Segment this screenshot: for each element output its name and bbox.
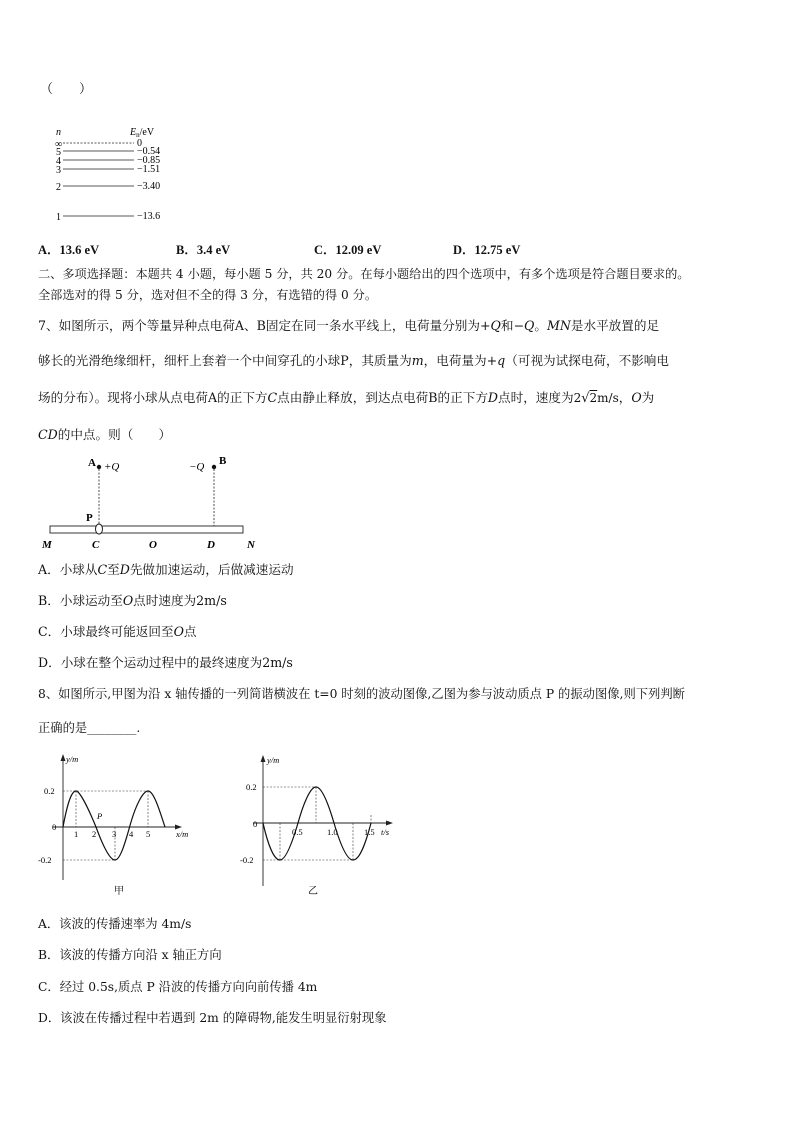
graph2-xtick-15: 1.5 [364,827,375,837]
charge-b-label: B [219,455,227,467]
energy-e-label: $E_n/eV$ [130,127,155,139]
level-n-1: 1 [56,212,61,223]
q6-option-b[interactable]: B．3.4 eV [176,243,231,257]
energy-n-label: n [56,127,61,138]
speed-value: 2√2m/s [573,391,619,406]
graph2-ytick-top: 0.2 [246,782,257,792]
q8-option-b[interactable]: B．该波的传播方向沿 x 轴正方向 [38,948,222,962]
rod-m-label: M [42,539,52,551]
graph1-ylabel: y/m [66,754,79,764]
graph2-xtick-05: 0.5 [292,827,303,837]
graph1-ytick-bottom: -0.2 [38,855,52,865]
level-n-2: 2 [56,182,61,193]
q7-line1: 7、如图所示，两个等量异种点电荷A、B固定在同一条水平线上，电荷量分别为+Q和−Q。MN是水平放置的足 [38,318,660,333]
graph1-ytick-top: 0.2 [44,786,55,796]
q8-option-c[interactable]: C．经过 0.5s,质点 P 沿波的传播方向向前传播 4m [38,980,318,994]
q8-option-a[interactable]: A．该波的传播速率为 4m/s [38,917,192,931]
level-e-4: −0.85 [137,155,161,166]
q7-option-b[interactable]: B．小球运动至O点时速度为2m/s [38,593,227,608]
q7-line2: 够长的光滑绝缘细杆，细杆上套着一个中间穿孔的小球P，其质量为m，电荷量为+q（可视为试探电荷，不影响电 [38,353,669,368]
wave-graph-jia [30,750,200,900]
graph1-wave-curve [63,791,165,860]
level-e-1: −13.6 [137,211,161,222]
level-e-5: −0.54 [137,146,161,157]
q7-charge-diagram [38,452,278,552]
charge-a-label: A [88,457,96,469]
graph2-y-arrow [261,755,266,762]
charge-b-minusq: −Q [189,461,205,473]
ball-p-label: P [86,512,93,524]
point-c-label: C [92,539,100,551]
level-e-2: −3.40 [137,181,161,192]
graph1-xtick-5: 5 [146,829,151,839]
charge-a-dot [97,465,101,469]
ball-p [96,524,103,534]
section2-line1: 二、多项选择题：本题共 4 小题，每小题 5 分，共 20 分。在每小题给出的四个选项中，有多个选项是符合题目要求的。 [38,267,690,281]
graph1-xtick-1: 1 [74,829,79,839]
vibration-graph-yi [240,750,410,900]
level-e-inf: 0 [137,138,142,149]
rod-mn [50,526,243,533]
q7-line4: CD的中点。则（ ） [38,427,172,442]
q8-line2: 正确的是________. [38,721,141,735]
charge-a-plusq: +Q [104,461,120,473]
level-n-3: 3 [56,165,61,176]
level-n-5: 5 [56,147,61,158]
graph1-y-arrow [61,754,66,761]
graph1-ytick-zero: 0 [52,822,57,832]
q7-line3: 场的分布）。现将小球从点电荷A的正下方C点由静止释放，到达点电荷B的正下方D点时，速度为2√2m/s，O为 [38,390,655,406]
energy-level-diagram [50,124,250,224]
graph2-ytick-zero: 0 [253,819,258,829]
graph2-caption: 乙 [308,886,318,897]
graph1-p-label: P [97,811,103,821]
graph2-ytick-bottom: -0.2 [240,855,254,865]
level-n-4: 4 [56,156,61,167]
rod-n-label: N [247,539,255,551]
charge-b-dot [212,465,216,469]
q8-option-d[interactable]: D．该波在传播过程中若遇到 2m 的障碍物,能发生明显衍射现象 [38,1011,387,1025]
q7-option-c[interactable]: C．小球最终可能返回至O点 [38,624,197,639]
point-o-label: O [149,539,157,551]
q8-line1: 8、如图所示,甲图为沿 x 轴传播的一列简谐横波在 t=0 时刻的波动图像,乙图为参与波动质点 P 的振动图像,则下列判断 [38,687,685,701]
q7-option-a[interactable]: A．小球从C至D先做加速运动，后做减速运动 [38,562,294,577]
q6-option-a[interactable]: A．13.6 eV [38,243,100,257]
q6-option-c[interactable]: C．12.09 eV [314,243,382,257]
level-e-3: −1.51 [137,164,161,175]
graph1-xtick-3: 3 [112,829,117,839]
graph2-x-arrow [386,821,393,826]
graph2-ylabel: y/m [267,755,280,765]
graph1-xtick-2: 2 [92,829,97,839]
graph1-caption: 甲 [114,886,124,897]
graph2-xlabel: t/s [381,827,390,837]
answer-bracket: （ ） [40,82,93,97]
point-d-label: D [207,539,215,551]
graph2-xtick-10: 1.0 [327,827,338,837]
graph2-vibration-curve [263,787,371,860]
section2-line2: 全部选对的得 5 分，选对但不全的得 3 分，有选错的得 0 分。 [38,288,378,302]
q7-option-d[interactable]: D．小球在整个运动过程中的最终速度为2m/s [38,655,293,670]
graph1-xlabel: x/m [176,829,189,839]
level-n-inf: ∞ [55,139,63,150]
q6-option-d[interactable]: D．12.75 eV [453,243,521,257]
graph1-xtick-4: 4 [129,829,134,839]
